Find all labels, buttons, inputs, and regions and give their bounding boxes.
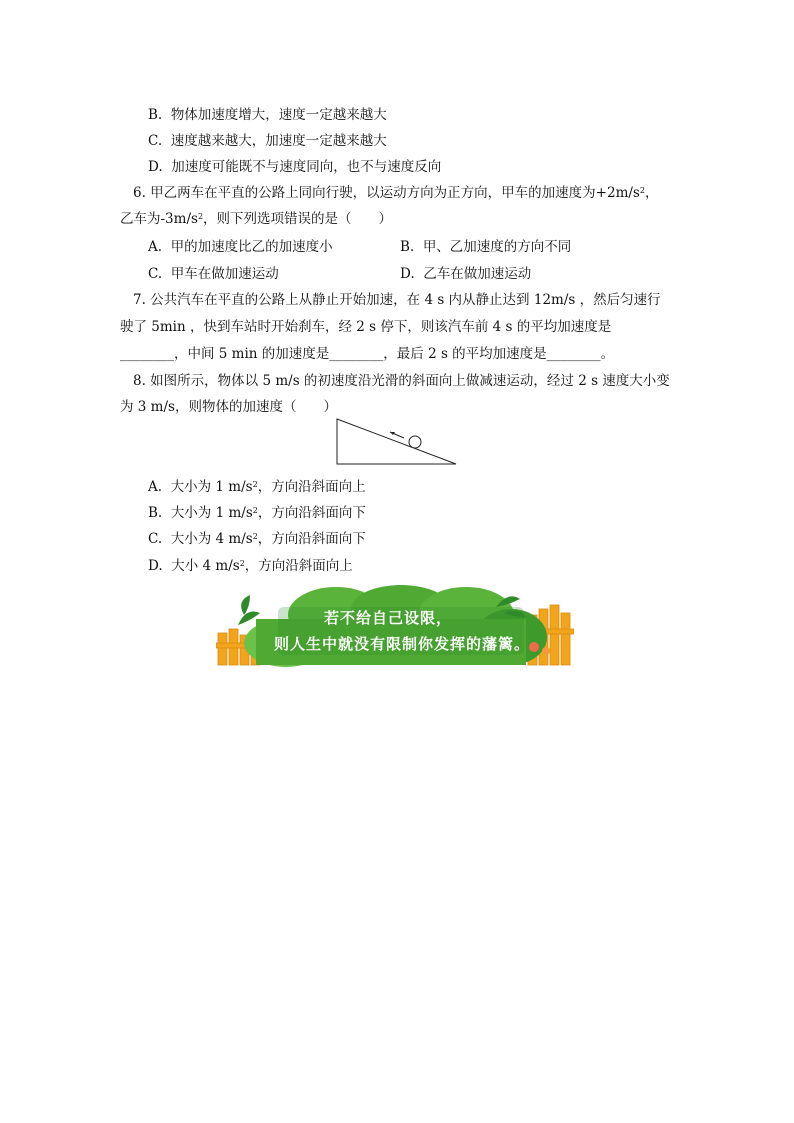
- option-text: ，方向沿斜面向下: [257, 531, 366, 547]
- q5-option-c: [148, 132, 387, 150]
- q6-text: 6. 甲乙两车在平直的公路上同向行驶，以运动方向为正方向，甲车的加速度为+2m/s: [133, 185, 640, 201]
- q6-text: 乙车为-3m/s: [120, 211, 198, 227]
- superscript: 2: [252, 480, 258, 489]
- option-text: 加速度可能既不与速度同向，也不与速度反向: [171, 159, 442, 175]
- q6-stem-line2: [120, 210, 392, 228]
- option-text: 甲车在做加速运动: [170, 266, 279, 282]
- option-text: 大小为 4 m/s: [170, 531, 253, 547]
- q7-line1: 7. 公共汽车在平直的公路上从静止开始加速，在 4 s 内从静止达到 12m/s ，然后匀速行: [133, 292, 661, 308]
- superscript: 2: [252, 506, 258, 515]
- option-letter: D.: [148, 159, 163, 175]
- q6-option-d: [400, 265, 531, 283]
- option-letter: C.: [148, 266, 163, 282]
- q6-option-b: [400, 238, 571, 256]
- q8-line1: 8. 如图所示，物体以 5 m/s 的初速度沿光滑的斜面向上做减速运动，经过 2 s 速度大小变: [133, 373, 670, 389]
- motto-line-1: 若不给自己设限，: [324, 609, 453, 627]
- option-text: ，方向沿斜面向上: [244, 558, 353, 574]
- q5-option-d: [148, 158, 441, 176]
- option-text: 大小 4 m/s: [171, 558, 240, 574]
- superscript: 2: [239, 559, 245, 568]
- option-letter: A.: [148, 239, 163, 255]
- incline-triangle: [337, 419, 456, 464]
- option-text: 甲的加速度比乙的加速度小: [170, 239, 333, 255]
- motto-banner: [216, 585, 574, 667]
- motto-line-2: 则人生中就没有限制你发挥的藩篱。: [274, 635, 531, 653]
- q7-line2: 驶了 5min ，快到车站时开始刹车，经 2 s 停下，则该汽车前 4 s 的平均加速度是: [120, 319, 612, 335]
- q8-option-c: [148, 530, 366, 548]
- incline-diagram: [334, 416, 460, 468]
- option-text: 速度越来越大，加速度一定越来越大: [170, 133, 387, 149]
- option-text: 大小为 1 m/s: [170, 505, 253, 521]
- q6-text: ，: [644, 185, 659, 201]
- option-letter: B.: [148, 107, 163, 123]
- ball: [409, 436, 421, 448]
- option-text: ，方向沿斜面向上: [257, 479, 366, 495]
- q6-option-c: [148, 265, 279, 283]
- q5-option-b: [148, 106, 387, 124]
- q6-text: ，则下列选项错误的是（ ）: [203, 211, 393, 227]
- q8-option-b: [148, 504, 366, 522]
- option-text: 大小为 1 m/s: [170, 479, 253, 495]
- superscript: 2: [252, 532, 258, 541]
- q8-option-d: [148, 557, 353, 575]
- option-letter: C.: [148, 531, 163, 547]
- option-text: 乙车在做加速运动: [423, 266, 532, 282]
- superscript: 2: [197, 212, 204, 221]
- q8-line2: 为 3 m/s，则物体的加速度（ ）: [120, 399, 337, 415]
- q6-stem-line1: [133, 184, 658, 202]
- option-letter: D.: [400, 266, 415, 282]
- q6-option-a: [148, 238, 333, 256]
- option-text: 甲、乙加速度的方向不同: [422, 239, 572, 255]
- option-text: 物体加速度增大，速度一定越来越大: [170, 107, 387, 123]
- superscript: 2: [639, 186, 645, 195]
- option-text: ，方向沿斜面向下: [257, 505, 366, 521]
- option-letter: C.: [148, 133, 163, 149]
- option-letter: B.: [148, 505, 163, 521]
- option-letter: A.: [148, 479, 163, 495]
- q7-line3: ________，中间 5 min 的加速度是________，最后 2 s 的平均加速度是________。: [120, 346, 615, 362]
- option-letter: B.: [400, 239, 415, 255]
- q8-option-a: [148, 478, 366, 496]
- option-letter: D.: [148, 558, 163, 574]
